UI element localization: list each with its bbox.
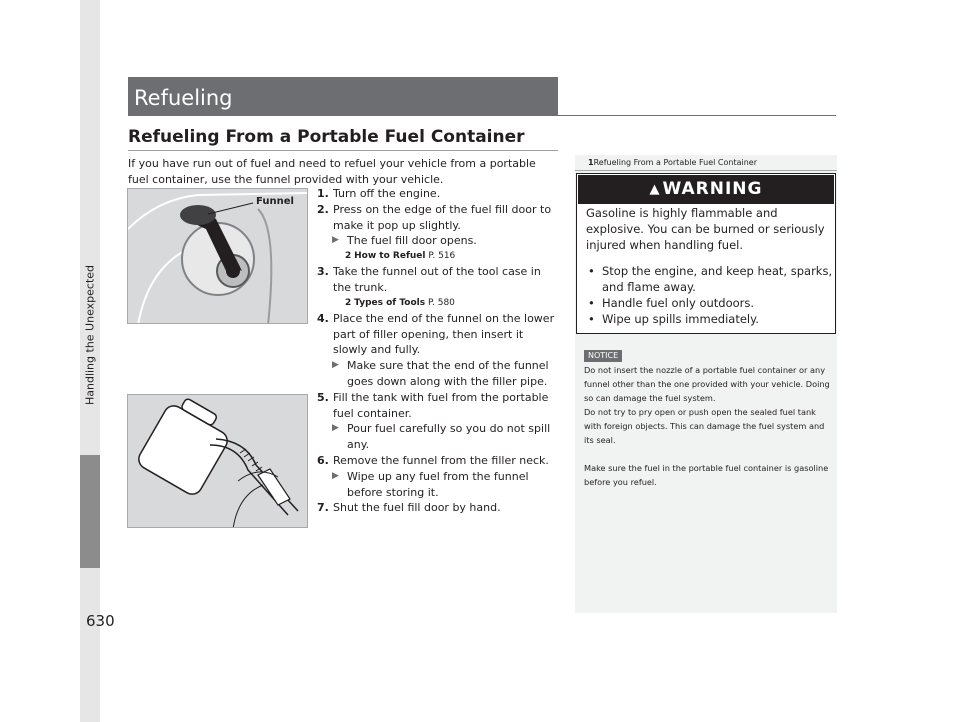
- step-number: 6.: [317, 453, 329, 467]
- step-number: 3.: [317, 265, 329, 279]
- notice-paragraph: Do not try to pry open or push open the sealed fuel tank with foreign objects. This can damage the fuel system and its seal.: [584, 407, 825, 445]
- step-text: Take the funnel out of the tool case in the trunk.: [333, 265, 541, 294]
- xref-page: P. 516: [428, 251, 456, 262]
- result-text: Wipe up any fuel from the funnel before storing it.: [347, 469, 529, 499]
- notice-spacer: [584, 447, 830, 461]
- step-number: 4.: [317, 311, 329, 325]
- notice-badge: NOTICE: [584, 350, 622, 362]
- step-text: Shut the fuel fill door by hand.: [333, 501, 501, 515]
- section-heading: Refueling From a Portable Fuel Container: [128, 127, 525, 147]
- notice-text: [584, 363, 830, 489]
- cross-reference-link[interactable]: [317, 249, 560, 264]
- result-arrow-icon: ▶: [332, 360, 339, 371]
- notice-paragraph: Make sure the fuel in the portable fuel container is gasoline before you refuel.: [584, 463, 829, 487]
- xref-icon: 2: [345, 297, 352, 308]
- xref-title[interactable]: Types of Tools: [354, 297, 426, 308]
- section-rule: [128, 150, 558, 151]
- funnel-callout: Funnel: [256, 196, 294, 207]
- cross-reference-link[interactable]: [317, 296, 560, 311]
- sidebar-heading: [588, 158, 757, 167]
- page-title: Refueling: [134, 86, 233, 110]
- step-number: 7.: [317, 501, 329, 515]
- step-4: [317, 311, 560, 358]
- step-text: Turn off the engine.: [333, 187, 441, 200]
- fuel-door-illustration: [127, 188, 308, 324]
- step-6: [317, 453, 560, 469]
- result-text: Make sure that the end of the funnel goes down along with the filler pipe.: [347, 359, 549, 388]
- notice-paragraph: Do not insert the nozzle of a portable fuel container or any funnel other than the one provided with your vehicle. Doing so can damage the fuel system.: [584, 365, 830, 403]
- step-text: Place the end of the funnel on the lower part of filler opening, then insert it slowly and fully.: [333, 311, 555, 357]
- title-rule: [128, 115, 836, 116]
- warning-list: [586, 263, 834, 327]
- step-text: Remove the funnel from the filler neck.: [333, 453, 549, 467]
- result-arrow-icon: ▶: [332, 235, 339, 246]
- result-text: Pour fuel carefully so you do not spill any.: [347, 422, 551, 452]
- step-5: [317, 390, 560, 422]
- chapter-side-label: Handling the Unexpected: [83, 264, 97, 406]
- sidebar-heading-text: Refueling From a Portable Fuel Container: [593, 158, 757, 167]
- result-text: The fuel fill door opens.: [347, 234, 477, 248]
- result-arrow-icon: ▶: [332, 470, 339, 481]
- warning-title: WARNING: [662, 179, 763, 199]
- step-5-note: [317, 421, 560, 453]
- page-number: 630: [86, 612, 115, 630]
- warning-header: [578, 175, 834, 204]
- step-4-note: [317, 358, 560, 390]
- warning-box: [576, 173, 836, 334]
- step-7: [317, 500, 560, 516]
- step-1: [317, 186, 560, 202]
- result-arrow-icon: ▶: [332, 423, 339, 434]
- warning-item: • Handle fuel only outdoors.: [586, 295, 834, 311]
- step-2: [317, 202, 560, 234]
- xref-page: P. 580: [427, 297, 455, 308]
- step-number: 5.: [317, 390, 329, 404]
- warning-item: • Stop the engine, and keep heat, sparks, and flame away.: [586, 263, 834, 295]
- step-text: Press on the edge of the fuel fill door to make it pop up slightly.: [333, 202, 552, 232]
- xref-title[interactable]: How to Refuel: [354, 251, 426, 262]
- xref-icon: 2: [345, 251, 352, 262]
- step-text: Fill the tank with fuel from the portable fuel container.: [333, 390, 549, 420]
- warning-text: Gasoline is highly flammable and explosive. You can be burned or seriously injured when handling fuel.: [586, 206, 825, 252]
- sidebar-ref-mark: 1: [588, 158, 594, 167]
- step-3: [317, 264, 560, 296]
- step-2-result: [317, 233, 560, 249]
- side-tab-marker: [80, 455, 100, 568]
- procedure-steps: [317, 186, 560, 516]
- step-number: 1.: [317, 187, 329, 200]
- intro-paragraph: If you have run out of fuel and need to refuel your vehicle from a portable fuel container, use the funnel provided with your vehicle.: [128, 157, 536, 186]
- sidebar-rule: [575, 170, 837, 171]
- portable-container-illustration: [127, 394, 308, 528]
- step-6-note: [317, 469, 560, 501]
- warning-triangle-icon: ▲: [649, 182, 661, 197]
- warning-item: • Wipe up spills immediately.: [586, 311, 834, 327]
- step-number: 2.: [317, 202, 329, 216]
